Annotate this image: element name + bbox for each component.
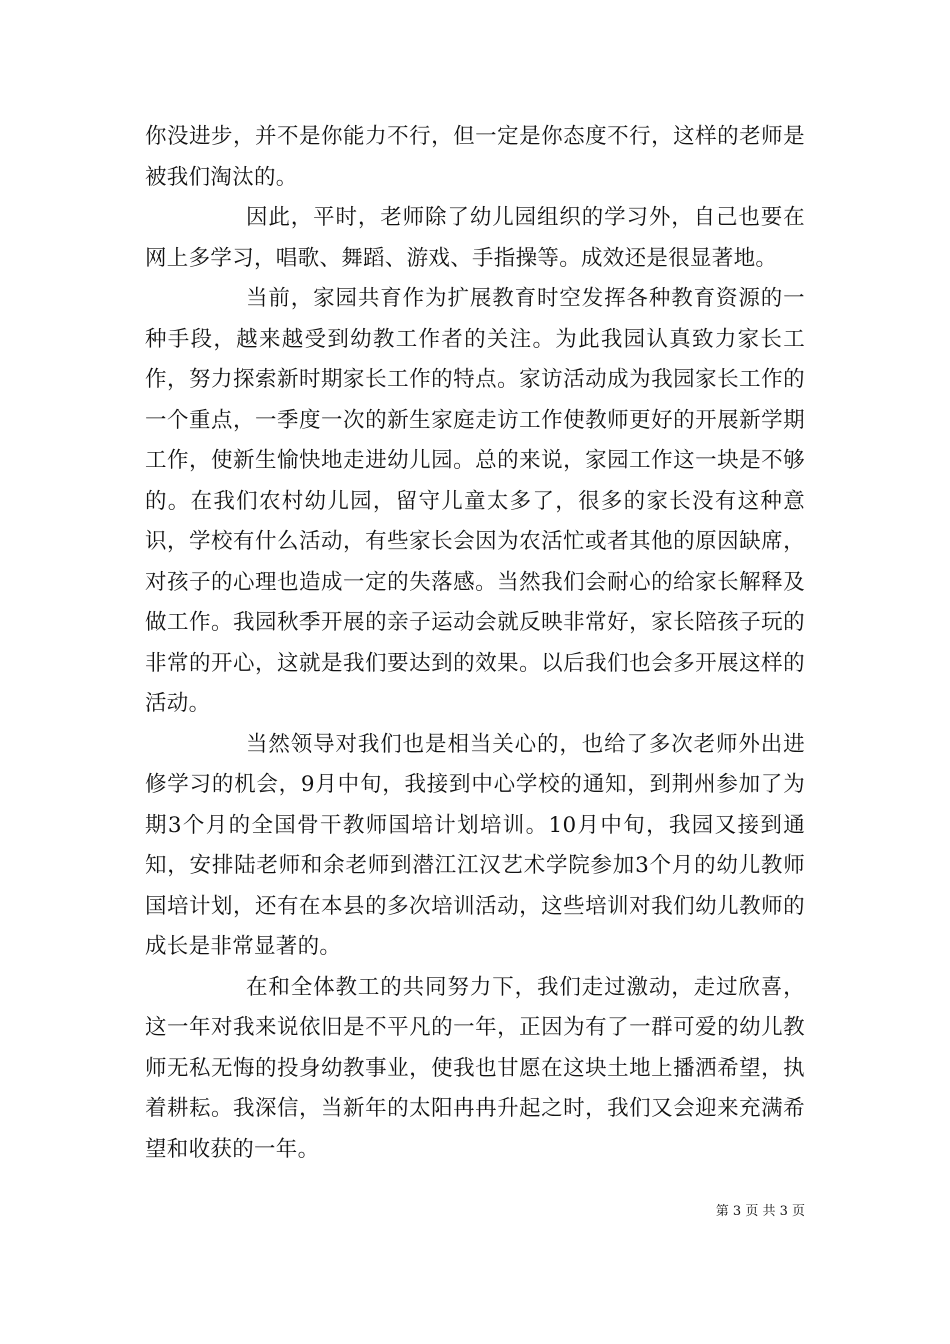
paragraph-continuation: 你没进步，并不是你能力不行，但一定是你态度不行，这样的老师是被我们淘汰的。 bbox=[145, 124, 805, 190]
paragraph-conclusion: 在和全体教工的共同努力下，我们走过激动，走过欣喜，这一年对我来说依旧是不平凡的一年，正因为有了一群可爱的幼儿教师无私无悔的投身幼教事业，使我也甘愿在这块土地上播洒希望，执着耕耘。我深信，当新年的太阳冉冉升起之时，我们又会迎来充满希望和收获的一年。 bbox=[145, 974, 805, 1162]
paragraph-training-study: 因此，平时，老师除了幼儿园组织的学习外，自己也要在网上多学习，唱歌、舞蹈、游戏、手指操等。成效还是很显著地。 bbox=[145, 205, 805, 271]
document-body bbox=[145, 117, 805, 1170]
page-number-footer: 第 3 页 共 3 页 bbox=[715, 1204, 805, 1219]
paragraph-home-school-cooperation: 当前，家园共育作为扩展教育时空发挥各种教育资源的一种手段，越来越受到幼教工作者的关注。为此我园认真致力家长工作，努力探索新时期家长工作的特点。家访活动成为我园家长工作的一个重点，一季度一次的新生家庭走访工作使教师更好的开展新学期工作，使新生愉快地走进幼儿园。总的来说，家园工作这一块是不够的。在我们农村幼儿园，留守儿童太多了，很多的家长没有这种意识，学校有什么活动，有些家长会因为农活忙或者其他的原因缺席，对孩子的心理也造成一定的失落感。当然我们会耐心的给家长解释及做工作。我园秋季开展的亲子运动会就反映非常好，家长陪孩子玩的非常的开心，这就是我们要达到的效果。以后我们也会多开展这样的活动。 bbox=[145, 286, 805, 716]
paragraph-leadership-training: 当然领导对我们也是相当关心的，也给了多次老师外出进修学习的机会，9月中旬，我接到中心学校的通知，到荆州参加了为期3个月的全国骨干教师国培计划培训。10月中旬，我园又接到通知，安排陆老师和余老师到潜江江汉艺术学院参加3个月的幼儿教师国培计划，还有在本县的多次培训活动，这些培训对我们幼儿教师的成长是非常显著的。 bbox=[145, 731, 805, 959]
